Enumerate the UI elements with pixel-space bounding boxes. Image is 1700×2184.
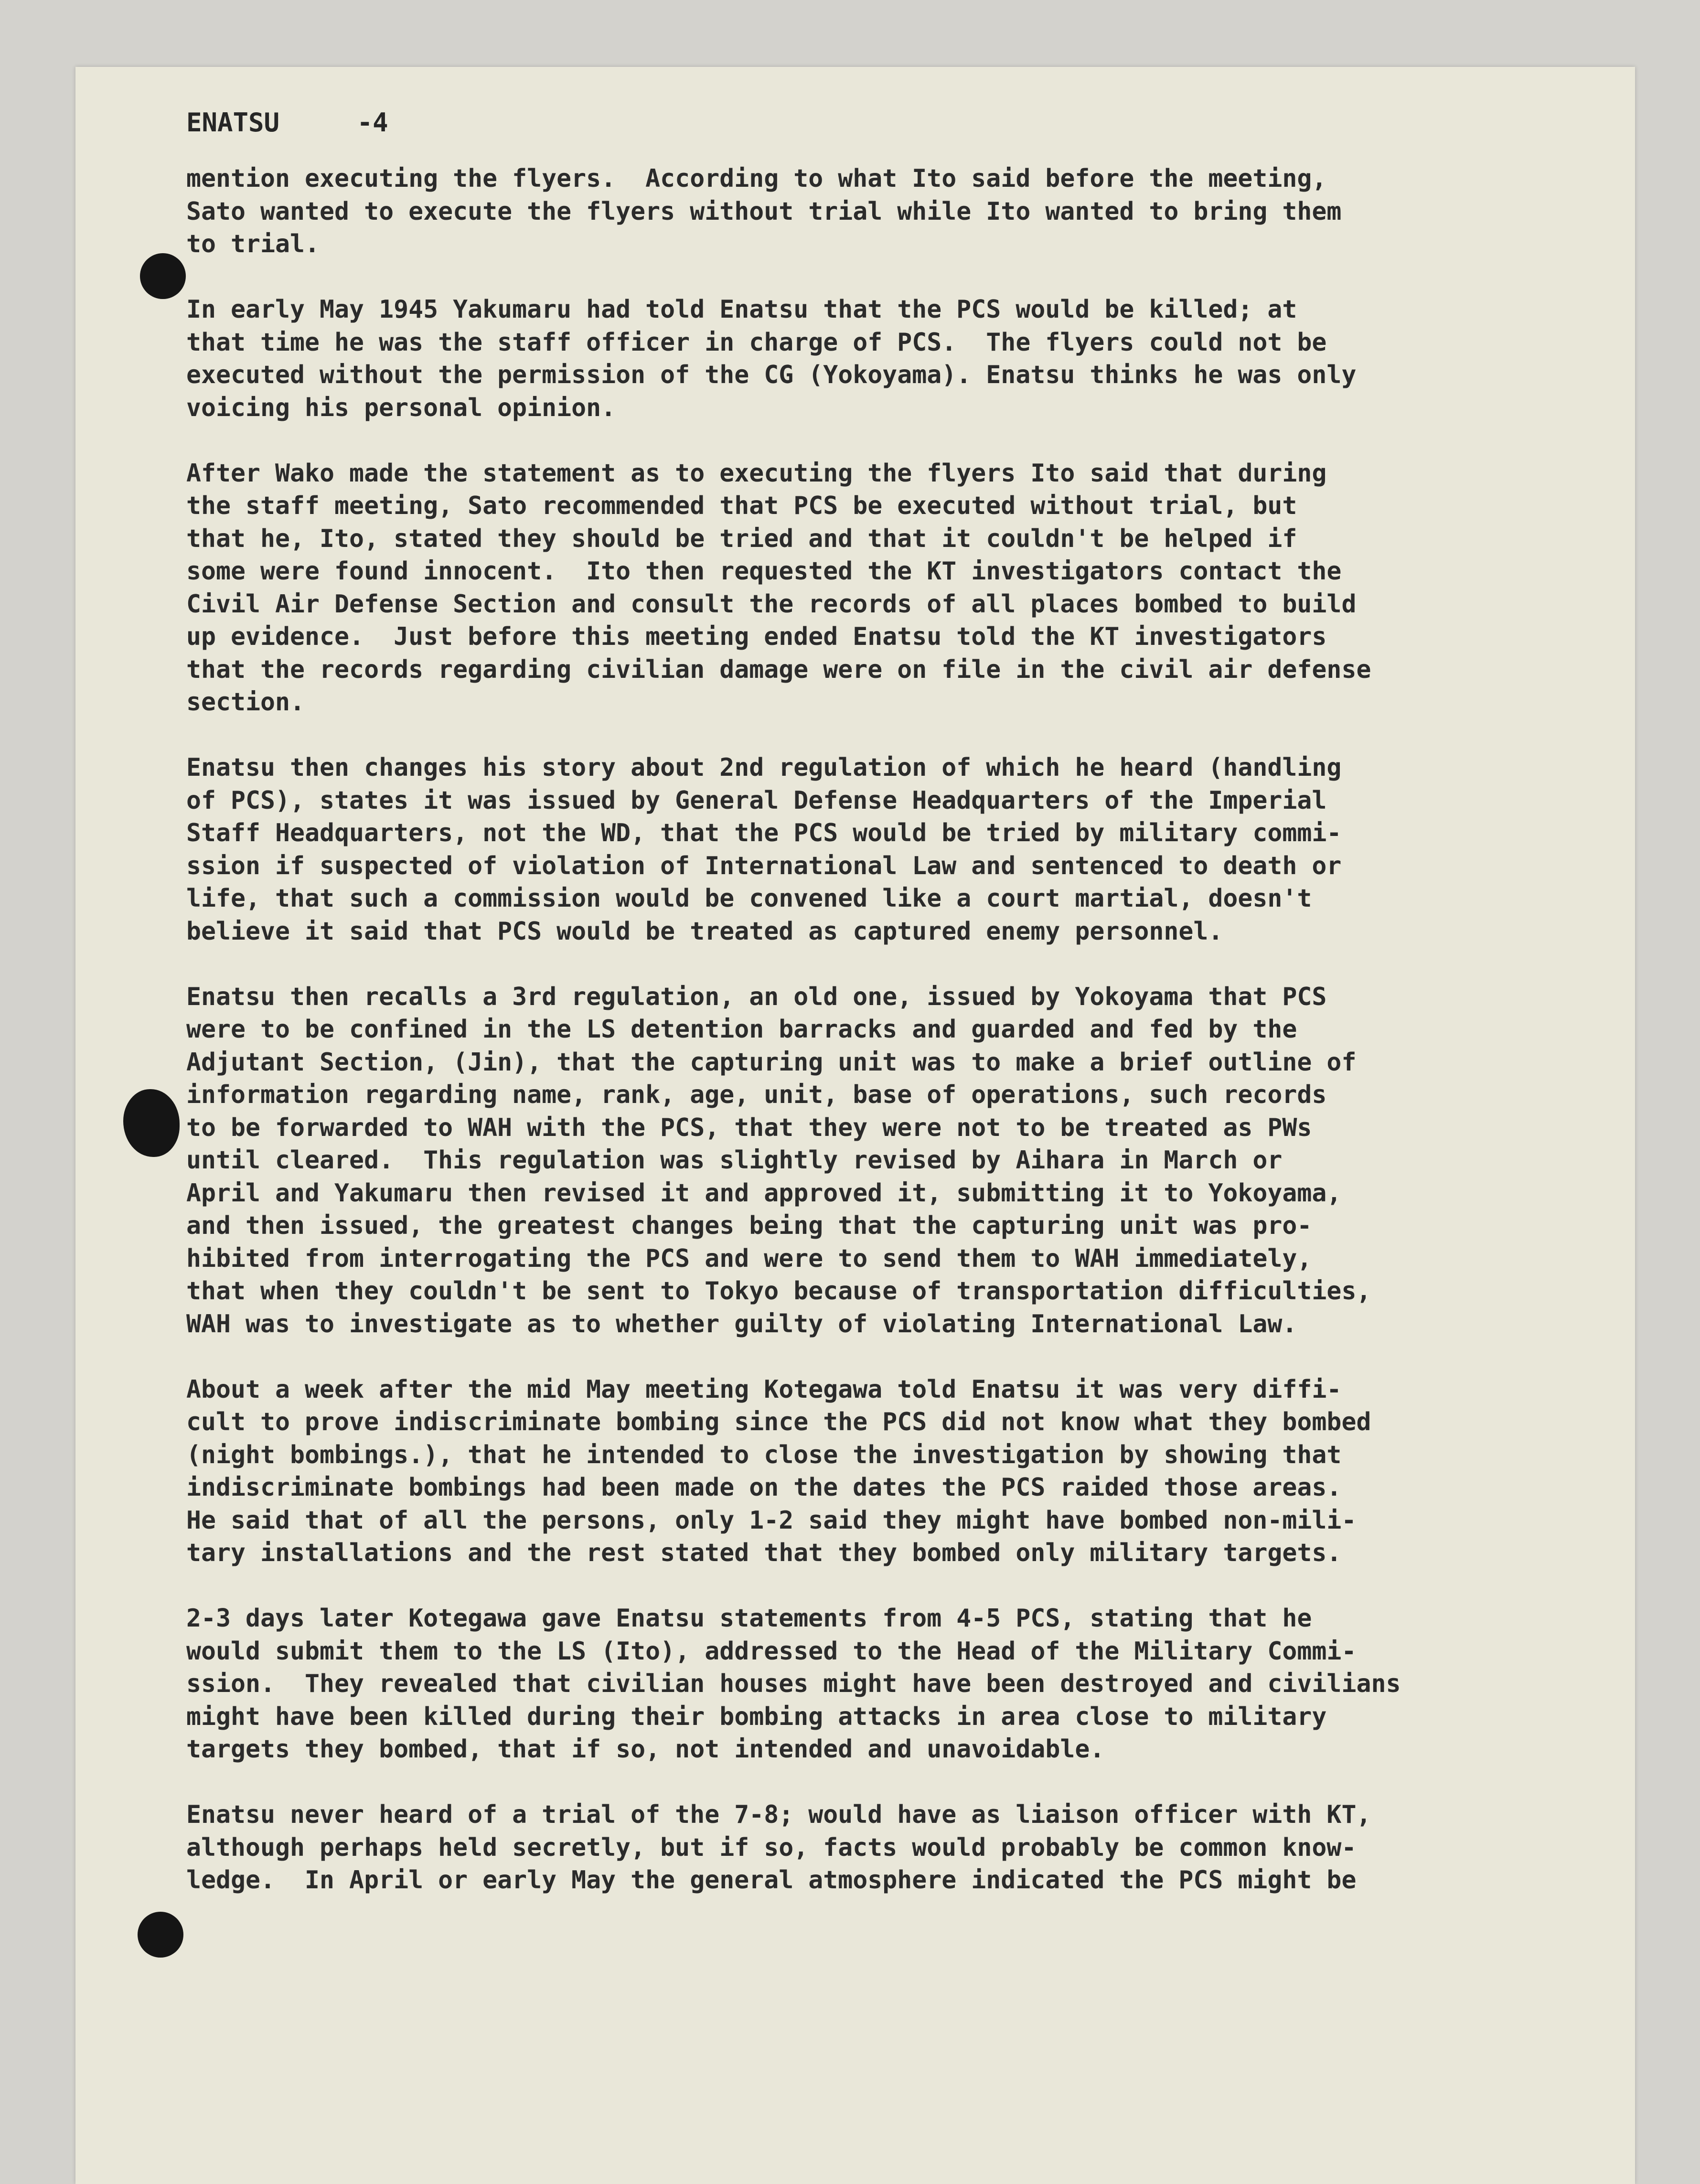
text-line: until cleared. This regulation was slightly revised by Aihara in March or xyxy=(186,1146,1283,1175)
text-line: that the records regarding civilian damage were on file in the civil air defense xyxy=(186,655,1371,684)
text-line: mention executing the flyers. According to what Ito said before the meeting, xyxy=(186,164,1327,193)
text-line: Enatsu then recalls a 3rd regulation, an old one, issued by Yokoyama that PCS xyxy=(186,982,1327,1011)
text-line: of PCS), states it was issued by General Defense Headquarters of the Imperial xyxy=(186,786,1327,815)
text-line: Enatsu never heard of a trial of the 7-8; would have as liaison officer with KT, xyxy=(186,1800,1371,1829)
text-line: Civil Air Defense Section and consult the records of all places bombed to build xyxy=(186,589,1357,619)
text-line: executed without the permission of the CG (Yokoyama). Enatsu thinks he was only xyxy=(186,361,1357,389)
paragraph-7 xyxy=(186,1602,1524,1766)
text-line: to trial. xyxy=(186,230,320,258)
text-line: information regarding name, rank, age, unit, base of operations, such records xyxy=(186,1081,1327,1109)
text-line: hibited from interrogating the PCS and were to send them to WAH immediately, xyxy=(186,1244,1312,1273)
text-line: 2-3 days later Kotegawa gave Enatsu statements from 4-5 PCS, stating that he xyxy=(186,1604,1312,1633)
text-line: to be forwarded to WAH with the PCS, that they were not to be treated as PWs xyxy=(186,1113,1312,1142)
text-line: ssion if suspected of violation of International Law and sentenced to death or xyxy=(186,851,1342,880)
paragraph-6 xyxy=(186,1373,1524,1570)
punch-hole-top xyxy=(140,253,186,299)
paragraph-5 xyxy=(186,981,1524,1341)
text-line: the staff meeting, Sato recommended that PCS be executed without trial, but xyxy=(186,492,1297,520)
text-line: believe it said that PCS would be treated as captured enemy personnel. xyxy=(186,917,1223,946)
text-line: although perhaps held secretly, but if so, facts would probably be common know- xyxy=(186,1833,1357,1862)
text-line: some were found innocent. Ito then requested the KT investigators contact the xyxy=(186,557,1342,586)
punch-hole-bottom xyxy=(138,1912,183,1958)
text-line: He said that of all the persons, only 1-2 said they might have bombed non-mili- xyxy=(186,1506,1357,1535)
text-line: cult to prove indiscriminate bombing since the PCS did not know what they bombed xyxy=(186,1408,1371,1436)
text-line: that when they couldn't be sent to Tokyo because of transportation difficulties, xyxy=(186,1277,1371,1306)
document-body xyxy=(186,162,1524,1929)
text-line: April and Yakumaru then revised it and approved it, submitting it to Yokoyama, xyxy=(186,1178,1342,1208)
paragraph-3 xyxy=(186,457,1524,719)
text-line: and then issued, the greatest changes being that the capturing unit was pro- xyxy=(186,1211,1312,1240)
paragraph-4 xyxy=(186,751,1524,948)
text-line: life, that such a commission would be convened like a court martial, doesn't xyxy=(186,884,1312,913)
text-line: Enatsu then changes his story about 2nd regulation of which he heard (handling xyxy=(186,753,1342,782)
text-line: up evidence. Just before this meeting ended Enatsu told the KT investigators xyxy=(186,622,1327,651)
text-line: Staff Headquarters, not the WD, that the PCS would be tried by military commi- xyxy=(186,819,1342,847)
text-line: ledge. In April or early May the general atmosphere indicated the PCS might be xyxy=(186,1866,1357,1895)
text-line: voicing his personal opinion. xyxy=(186,393,616,422)
page-header xyxy=(186,107,388,138)
text-line: would submit them to the LS (Ito), addressed to the Head of the Military Commi- xyxy=(186,1637,1357,1666)
text-line: indiscriminate bombings had been made on the dates the PCS raided those areas. xyxy=(186,1473,1342,1502)
text-line: Sato wanted to execute the flyers without trial while Ito wanted to bring them xyxy=(186,197,1342,226)
text-line: In early May 1945 Yakumaru had told Enatsu that the PCS would be killed; at xyxy=(186,295,1297,324)
text-line: tary installations and the rest stated that they bombed only military targets. xyxy=(186,1539,1342,1567)
header-page-number: -4 xyxy=(357,107,388,138)
text-line: that time he was the staff officer in charge of PCS. The flyers could not be xyxy=(186,328,1327,357)
paragraph-2 xyxy=(186,293,1524,424)
header-name: ENATSU xyxy=(186,107,280,138)
text-line: that he, Ito, stated they should be tried and that it couldn't be helped if xyxy=(186,524,1297,553)
text-line: were to be confined in the LS detention barracks and guarded and fed by the xyxy=(186,1015,1297,1044)
text-line: (night bombings.), that he intended to close the investigation by showing that xyxy=(186,1440,1342,1469)
text-line: ssion. They revealed that civilian houses might have been destroyed and civilians xyxy=(186,1670,1401,1698)
text-line: After Wako made the statement as to executing the flyers Ito said that during xyxy=(186,459,1327,488)
text-line: About a week after the mid May meeting Kotegawa told Enatsu it was very diffi- xyxy=(186,1375,1342,1404)
paragraph-1 xyxy=(186,162,1524,261)
text-line: targets they bombed, that if so, not intended and unavoidable. xyxy=(186,1735,1105,1764)
text-line: might have been killed during their bombing attacks in area close to military xyxy=(186,1702,1327,1731)
paragraph-8 xyxy=(186,1799,1524,1897)
text-line: section. xyxy=(186,688,305,717)
text-line: Adjutant Section, (Jin), that the capturing unit was to make a brief outline of xyxy=(186,1048,1357,1077)
punch-hole-middle xyxy=(123,1089,180,1157)
text-line: WAH was to investigate as to whether guilty of violating International Law. xyxy=(186,1309,1297,1338)
